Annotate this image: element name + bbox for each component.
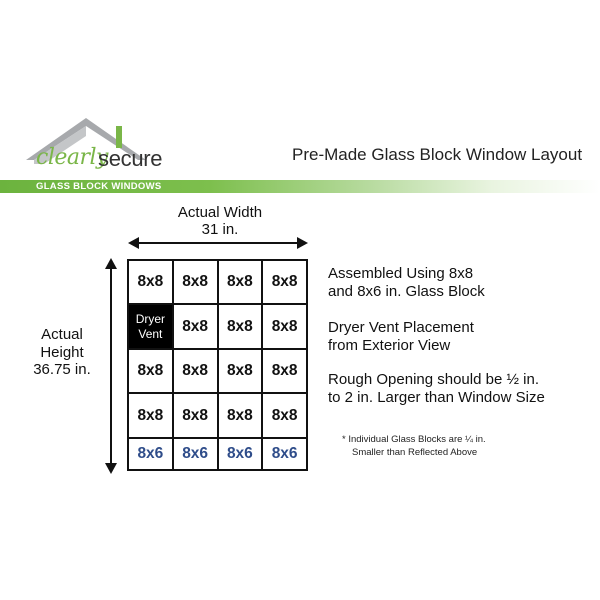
note-vent-line2: from Exterior View [328,337,451,354]
logo-word-clearly: clearly [36,145,108,170]
block-cell-r1-c1: 8x8 [128,260,173,304]
block-cell-r3-c3: 8x8 [218,349,263,394]
footnote-line2: Smaller than Reflected Above [352,447,478,458]
glass-block-grid [127,259,308,471]
height-double-arrow-icon [104,258,118,474]
block-cell-r1-c4: 8x8 [262,260,307,304]
block-cell-r4-c1: 8x8 [128,393,173,437]
block-cell-r4-c4: 8x8 [262,393,307,437]
note-assembled-line1: Assembled Using 8x8 [328,265,474,282]
width-label-line2: 31 in. [201,221,239,238]
footnote-line1: * Individual Glass Blocks are ¼ in. [342,434,486,445]
height-label-line2: Height [40,343,84,361]
dryer-vent-cell [128,304,173,348]
block-cell-r3-c1: 8x8 [128,349,173,394]
footnote [342,433,486,459]
block-cell-r2-c3: 8x8 [218,304,263,348]
width-label-line1: Actual Width [177,204,263,221]
width-dimension-label [150,204,290,238]
block-cell-r5-c2: 8x6 [173,438,218,470]
dryer-vent-label-line2: Vent [138,326,163,341]
note-vent-line1: Dryer Vent Placement [328,319,474,336]
block-cell-r2-c2: 8x8 [173,304,218,348]
block-cell-r1-c2: 8x8 [173,260,218,304]
note-rough-line1: Rough Opening should be ½ in. [328,371,539,388]
note-assembled-line2: and 8x6 in. Glass Block [328,283,485,300]
block-cell-r3-c2: 8x8 [173,349,218,394]
block-cell-r4-c3: 8x8 [218,393,263,437]
logo-tagline: GLASS BLOCK WINDOWS [36,181,162,192]
block-cell-r4-c2: 8x8 [173,393,218,437]
logo-word-secure: secure [98,146,163,171]
block-cell-r2-c4: 8x8 [262,304,307,348]
block-cell-r5-c3: 8x6 [218,438,263,470]
block-cell-r3-c4: 8x8 [262,349,307,394]
note-rough-line2: to 2 in. Larger than Window Size [328,389,545,406]
dryer-vent-label-line1: Dryer [135,311,166,326]
note-assembled [328,265,485,301]
block-cell-r5-c4: 8x6 [262,438,307,470]
block-cell-r5-c1: 8x6 [128,438,173,470]
page-title: Pre-Made Glass Block Window Layout [292,145,583,164]
note-vent-placement [328,319,474,355]
width-double-arrow-icon [128,236,308,250]
height-label-line1: Actual [41,326,83,343]
note-rough-opening [328,371,545,407]
height-label-line3: 36.75 in. [33,361,91,378]
height-dimension-label [22,326,102,379]
block-cell-r1-c3: 8x8 [218,260,263,304]
